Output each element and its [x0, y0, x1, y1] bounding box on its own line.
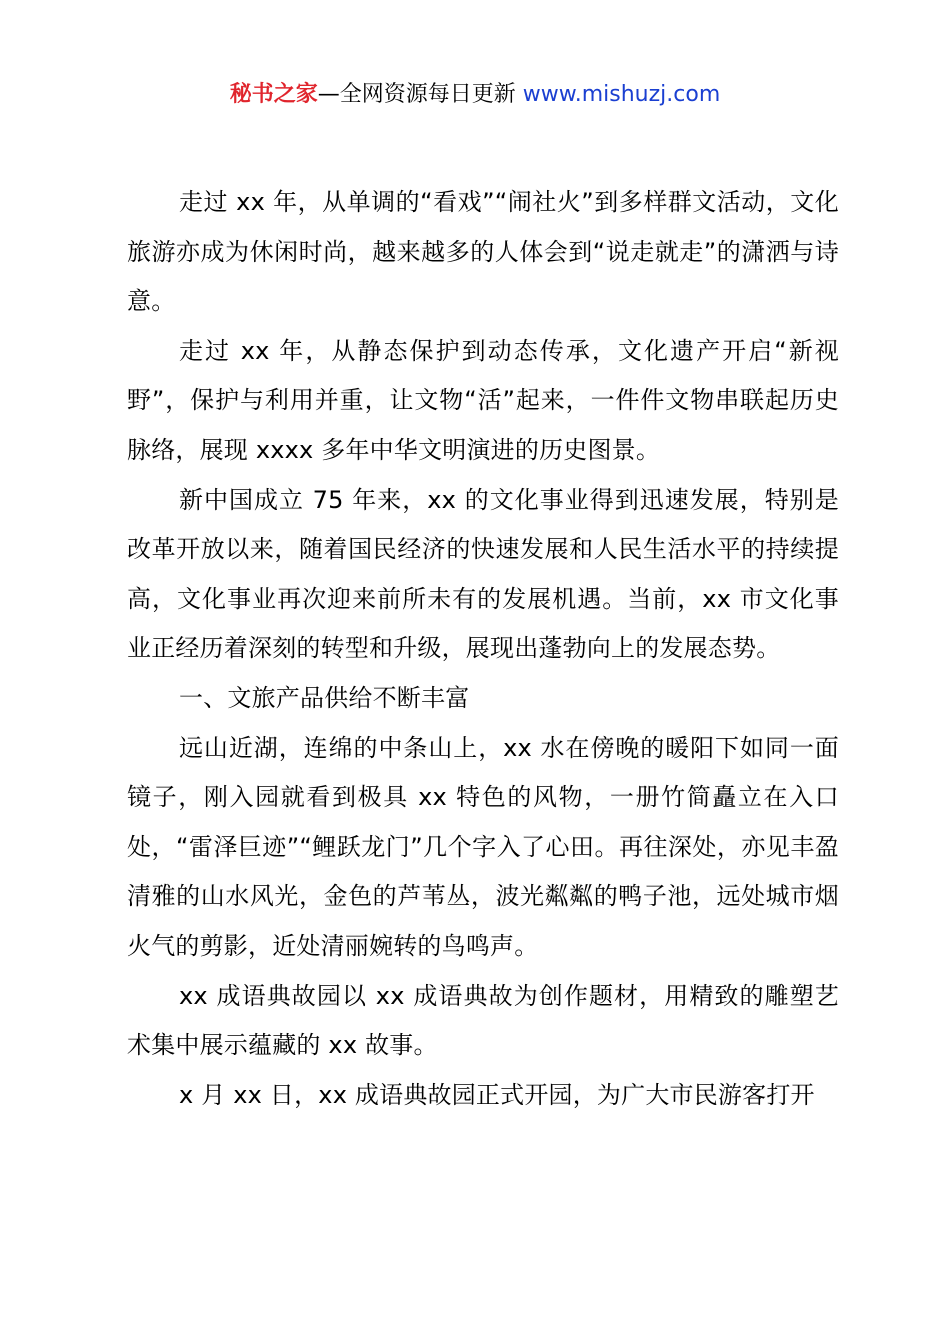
page-header	[0, 78, 950, 112]
site-url-link[interactable]: www.mishuzj.com	[522, 82, 721, 107]
brand-name: 秘书之家	[229, 82, 318, 107]
section-heading: 一、文旅产品供给不断丰富	[179, 683, 470, 712]
paragraph: 新中国成立 75 年来，xx 的文化事业得到迅速发展，特别是改革开放以来，随着国民经济的快速发展和人民生活水平的持续提高，文化事业再次迎来前所未有的发展机遇。当前，xx 市文化事业正经历着深刻的转型和升级，展现出蓬勃向上的发展态势。	[127, 485, 839, 663]
document-body	[127, 178, 839, 1120]
paragraph: 走过 xx 年，从静态保护到动态传承，文化遗产开启“新视野”，保护与利用并重，让文物“活”起来，一件件文物串联起历史脉络，展现 xxxx 多年中华文明演进的历史图景。	[127, 336, 839, 464]
paragraph: 远山近湖，连绵的中条山上，xx 水在傍晚的暖阳下如同一面镜子，刚入园就看到极具 xx 特色的风物，一册竹简矗立在入口处，“雷泽巨迹”“鲤跃龙门”几个字入了心田。再往深处，亦见丰盈清雅的山水风光，金色的芦苇丛，波光粼粼的鸭子池，远处城市烟火气的剪影，近处清丽婉转的鸟鸣声。	[127, 733, 839, 960]
paragraph: 走过 xx 年，从单调的“看戏”“闹社火”到多样群文活动，文化旅游亦成为休闲时尚，越来越多的人体会到“说走就走”的潇洒与诗意。	[127, 188, 839, 316]
paragraph: xx 成语典故园以 xx 成语典故为创作题材，用精致的雕塑艺术集中展示蕴藏的 xx 故事。	[127, 981, 839, 1060]
paragraph: x 月 xx 日，xx 成语典故园正式开园，为广大市民游客打开	[179, 1080, 815, 1109]
header-slogan: —全网资源每日更新	[317, 82, 516, 107]
